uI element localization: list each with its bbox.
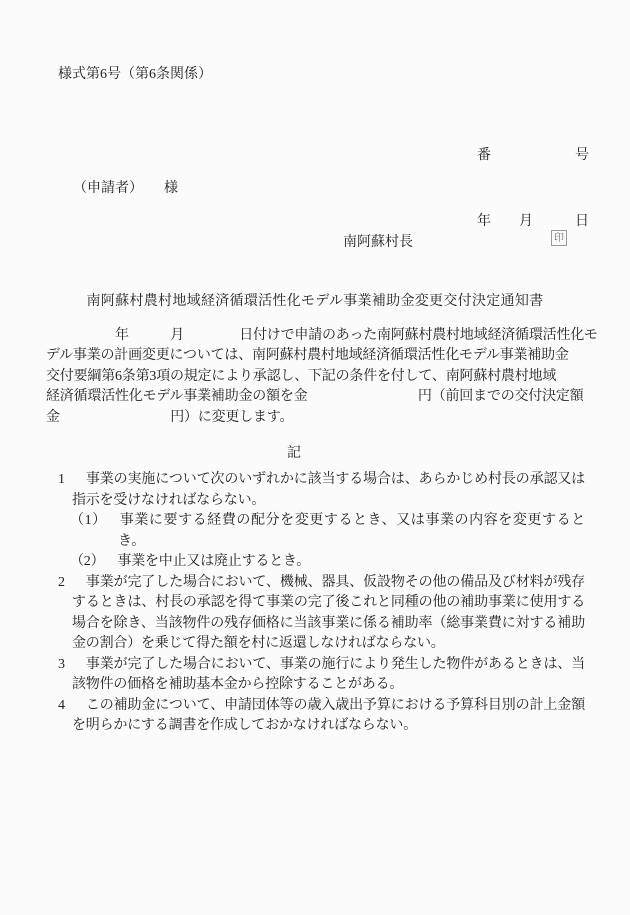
condition-item-4 <box>58 696 585 737</box>
header-number-date-block <box>477 101 589 277</box>
subitem-number: （1） <box>70 513 107 528</box>
body-line: 交付要綱第6条第3項の規定により承認し、下記の条件を付して、南阿蘇村農村地域 <box>46 368 557 384</box>
body-line: 経済循環活性化モデル事業補助金の額を金 円（前回までの交付決定額 <box>46 389 584 405</box>
seal-icon: 印 <box>551 230 567 246</box>
condition-number: 2 <box>58 574 65 590</box>
condition-text: 事業の実施について次のいずれかに該当する場合は、あらかじめ村長の承認又は指示を受けなければならない。 <box>72 472 585 508</box>
condition-item-2 <box>58 573 585 655</box>
conditions-list <box>58 470 585 737</box>
condition-text: この補助金について、申請団体等の歳入歳出予算における予算科目別の計上金額を明らかにする調書を作成しておかなければならない。 <box>72 697 585 733</box>
form-number: 様式第6号（第6条関係） <box>58 67 212 82</box>
subitem-text: 事業を中止又は廃止するとき。 <box>117 554 311 569</box>
condition-subitem-1-2 <box>70 552 585 573</box>
body-paragraph <box>46 326 601 428</box>
condition-number: 4 <box>58 697 65 713</box>
doc-number-line: 番 号 <box>477 148 589 163</box>
condition-number: 3 <box>58 656 65 672</box>
condition-text: 事業が完了した場合において、機械、器具、仮設物その他の備品及び材料が残存するときは、村長の承認を得て事業の完了後これと同種の他の補助事業に使用する場合を除き、当該物件の残存価格に当該事業に係る補助率（総事業費に対する補助金の割合）を乗じて得た額を村に返還しなければならない。 <box>72 574 585 651</box>
body-line: 年 月 日付けで申請のあった南阿蘇村農村地域経済循環活性化モ <box>46 328 598 343</box>
body-line: 金 円）に変更します。 <box>46 409 294 425</box>
body-line: デル事業の計画変更については、南阿蘇村農村地域経済循環活性化モデル事業補助金 <box>46 348 569 364</box>
condition-item-3 <box>58 655 585 696</box>
addressee-line: （申請者） 様 <box>73 181 178 196</box>
condition-subitem-1-1 <box>70 511 585 552</box>
condition-text: 事業が完了した場合において、事業の施行により発生した物件があるときは、当該物件の価格を補助基本金から控除することがある。 <box>72 656 585 692</box>
ki-heading: 記 <box>287 446 301 461</box>
condition-item-1 <box>58 470 585 511</box>
document-title: 南阿蘇村農村地域経済循環活性化モデル事業補助金変更交付決定通知書 <box>86 294 544 309</box>
sender-title: 南阿蘇村長 <box>343 235 413 250</box>
condition-number: 1 <box>58 472 65 487</box>
doc-date-line: 年 月 日 <box>477 214 589 229</box>
subitem-number: （2） <box>70 554 105 569</box>
subitem-text: 事業に要する経費の配分を変更するとき、又は事業の内容を変更するとき。 <box>118 513 585 549</box>
